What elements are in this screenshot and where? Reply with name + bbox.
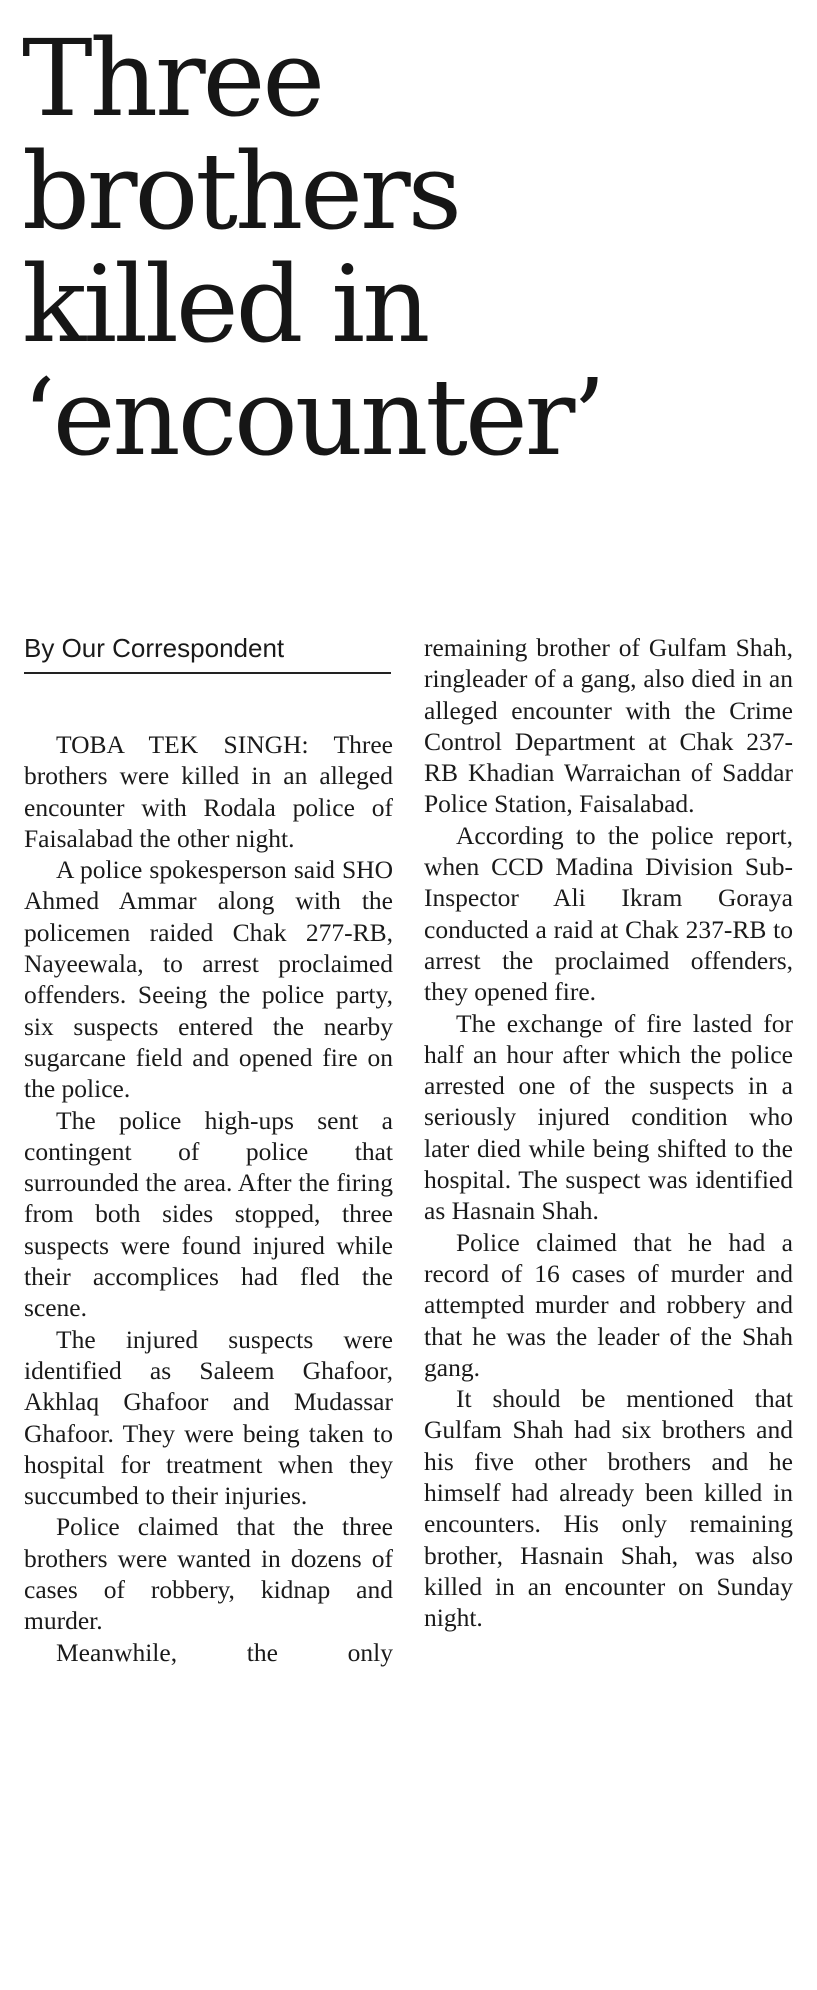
paragraph: It should be mentioned that Gulfam Shah had six brothers and his five other brothers and he himself had already been killed in encounters. His only remaining brother, Hasnain Shah, was also killed in an encounter on Sunday night.	[424, 1384, 793, 1633]
paragraph: Police claimed that the three brothers were wanted in dozens of cases of robbery, kidnap and murder.	[24, 1512, 393, 1636]
headline	[22, 17, 802, 479]
paragraph: Police claimed that he had a record of 16 cases of murder and attempted murder and robbery and that he was the leader of the Shah gang.	[424, 1227, 793, 1382]
paragraph: According to the police report, when CCD Madina Division Sub-Inspector Ali Ikram Goraya conducted a raid at Chak 237-RB to arrest the proclaimed offenders, they opened fire.	[424, 820, 793, 1007]
article-column-left	[24, 729, 393, 1668]
paragraph-continued: remaining brother of Gulfam Shah, ringleader of a gang, also died in an alleged encounter with the Crime Control Department at Chak 237-RB Khadian Warraichan of Saddar Police Station, Faisalabad.	[424, 633, 793, 819]
byline: By Our Correspondent	[24, 631, 391, 674]
headline-line: ‘encounter’	[22, 356, 604, 479]
headline-line: brothers	[22, 130, 460, 253]
article-column-right	[424, 632, 793, 1634]
headline-line: killed in	[22, 243, 428, 366]
paragraph: Meanwhile, the only	[56, 1637, 393, 1667]
paragraph: The injured suspects were identified as Saleem Ghafoor, Akhlaq Ghafoor and Mudassar Ghafoor. They were being taken to hospital for treatment when they succumbed to their injuries.	[24, 1324, 393, 1511]
headline-line: Three	[22, 17, 323, 140]
paragraph: The exchange of fire lasted for half an hour after which the police arrested one of the suspects in a seriously injured condition who later died while being shifted to the hospital. The suspect was identified as Hasnain Shah.	[424, 1008, 793, 1226]
paragraph: The police high-ups sent a contingent of police that surrounded the area. After the firing from both sides stopped, three suspects were found injured while their accomplices had fled the scene.	[24, 1105, 393, 1323]
paragraph: TOBA TEK SINGH: Three brothers were killed in an alleged encounter with Rodala police of Faisalabad the other night.	[24, 730, 393, 853]
paragraph: A police spokesperson said SHO Ahmed Ammar along with the policemen raided Chak 277-RB, Nayeewala, to arrest proclaimed offenders. Seeing the police party, six suspects entered the nearby sugarcane field and opened fire on the police.	[24, 855, 393, 1104]
